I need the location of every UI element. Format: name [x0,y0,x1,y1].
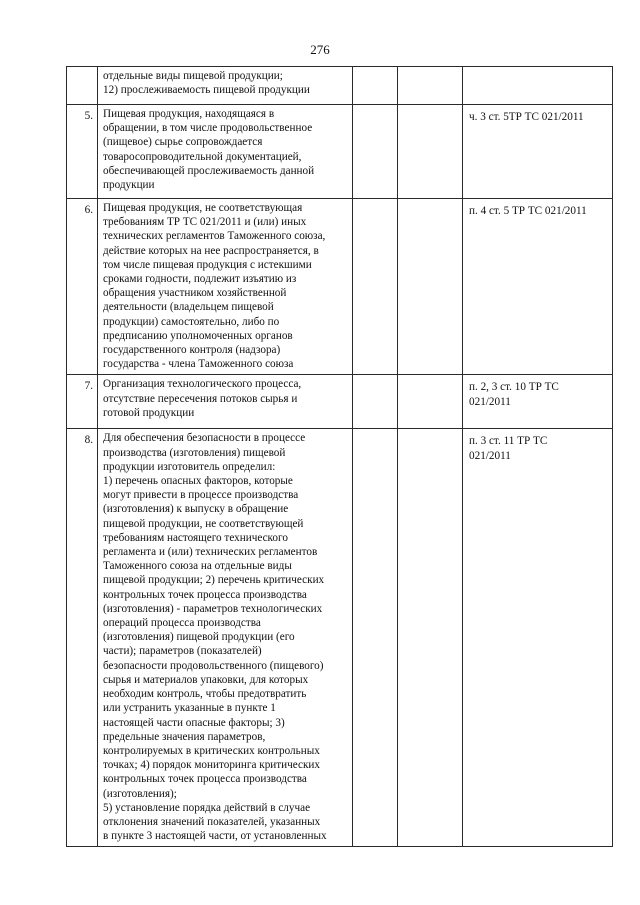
row-number: 5. [67,105,98,199]
empty-cell [353,375,398,429]
table-row [67,429,613,847]
empty-cell [353,105,398,199]
requirement-text: Организация технологического процесса, отсутствие пересечения потоков сырья и готовой продукции [98,375,353,429]
empty-cell [398,375,463,429]
empty-cell [398,199,463,375]
empty-cell [398,105,463,199]
empty-cell [353,67,398,105]
empty-cell [398,67,463,105]
row-number: 7. [67,375,98,429]
requirement-text: Пищевая продукция, находящаяся в обращении, в том числе продовольственное (пищевое) сырье сопровождается товаросопроводительной документацией, обеспечивающей прослеживаемость данной продукции [98,105,353,199]
requirement-text: отдельные виды пищевой продукции; 12) прослеживаемость пищевой продукции [98,67,353,105]
table-row [67,105,613,199]
row-number: 8. [67,429,98,847]
row-number [67,67,98,105]
page-number: 276 [310,42,330,57]
normative-reference: п. 4 ст. 5 ТР ТС 021/2011 [463,199,613,375]
table-row [67,199,613,375]
normative-reference: п. 3 ст. 11 ТР ТС 021/2011 [463,429,613,847]
requirements-table [66,66,613,847]
row-number: 6. [67,199,98,375]
normative-reference [463,67,613,105]
requirement-text: Пищевая продукция, не соответствующая требованиям ТР ТС 021/2011 и (или) иных технических регламентов Таможенного союза, действие которых на нее распространяется, в том числе пищевая продукция с истекшими сроками годности, подлежит изъятию из обращения участником хозяйственной деятельности (владельцем пищевой продукции) самостоятельно, либо по предписанию уполномоченных органов государственного контроля (надзора) государства - члена Таможенного союза [98,199,353,375]
empty-cell [398,429,463,847]
empty-cell [353,199,398,375]
normative-reference: ч. 3 ст. 5ТР ТС 021/2011 [463,105,613,199]
table-row [67,375,613,429]
requirement-text: Для обеспечения безопасности в процессе производства (изготовления) пищевой продукции изготовитель определил: 1) перечень опасных факторов, которые могут привести в процессе производства (изготовления) к выпуску в обращение пищевой продукции, не соответствующей требованиям настоящего технического регламента и (или) технических регламентов Таможенного союза на отдельные виды пищевой продукции; 2) перечень критических контрольных точек процесса производства (изготовления) - параметров технологических операций процесса производства (изготовления) пищевой продукции (его части); параметров (показателей) безопасности продовольственного (пищевого) сырья и материалов упаковки, для которых необходим контроль, чтобы предотвратить или устранить указанные в пункте 1 настоящей части опасные факторы; 3) предельные значения параметров, контролируемых в критических контрольных точках; 4) порядок мониторинга критических контрольных точек процесса производства (изготовления); 5) установление порядка действий в случае отклонения значений показателей, указанных в пункте 3 настоящей части, от установленных [98,429,353,847]
empty-cell [353,429,398,847]
table-row [67,67,613,105]
normative-reference: п. 2, 3 ст. 10 ТР ТС 021/2011 [463,375,613,429]
